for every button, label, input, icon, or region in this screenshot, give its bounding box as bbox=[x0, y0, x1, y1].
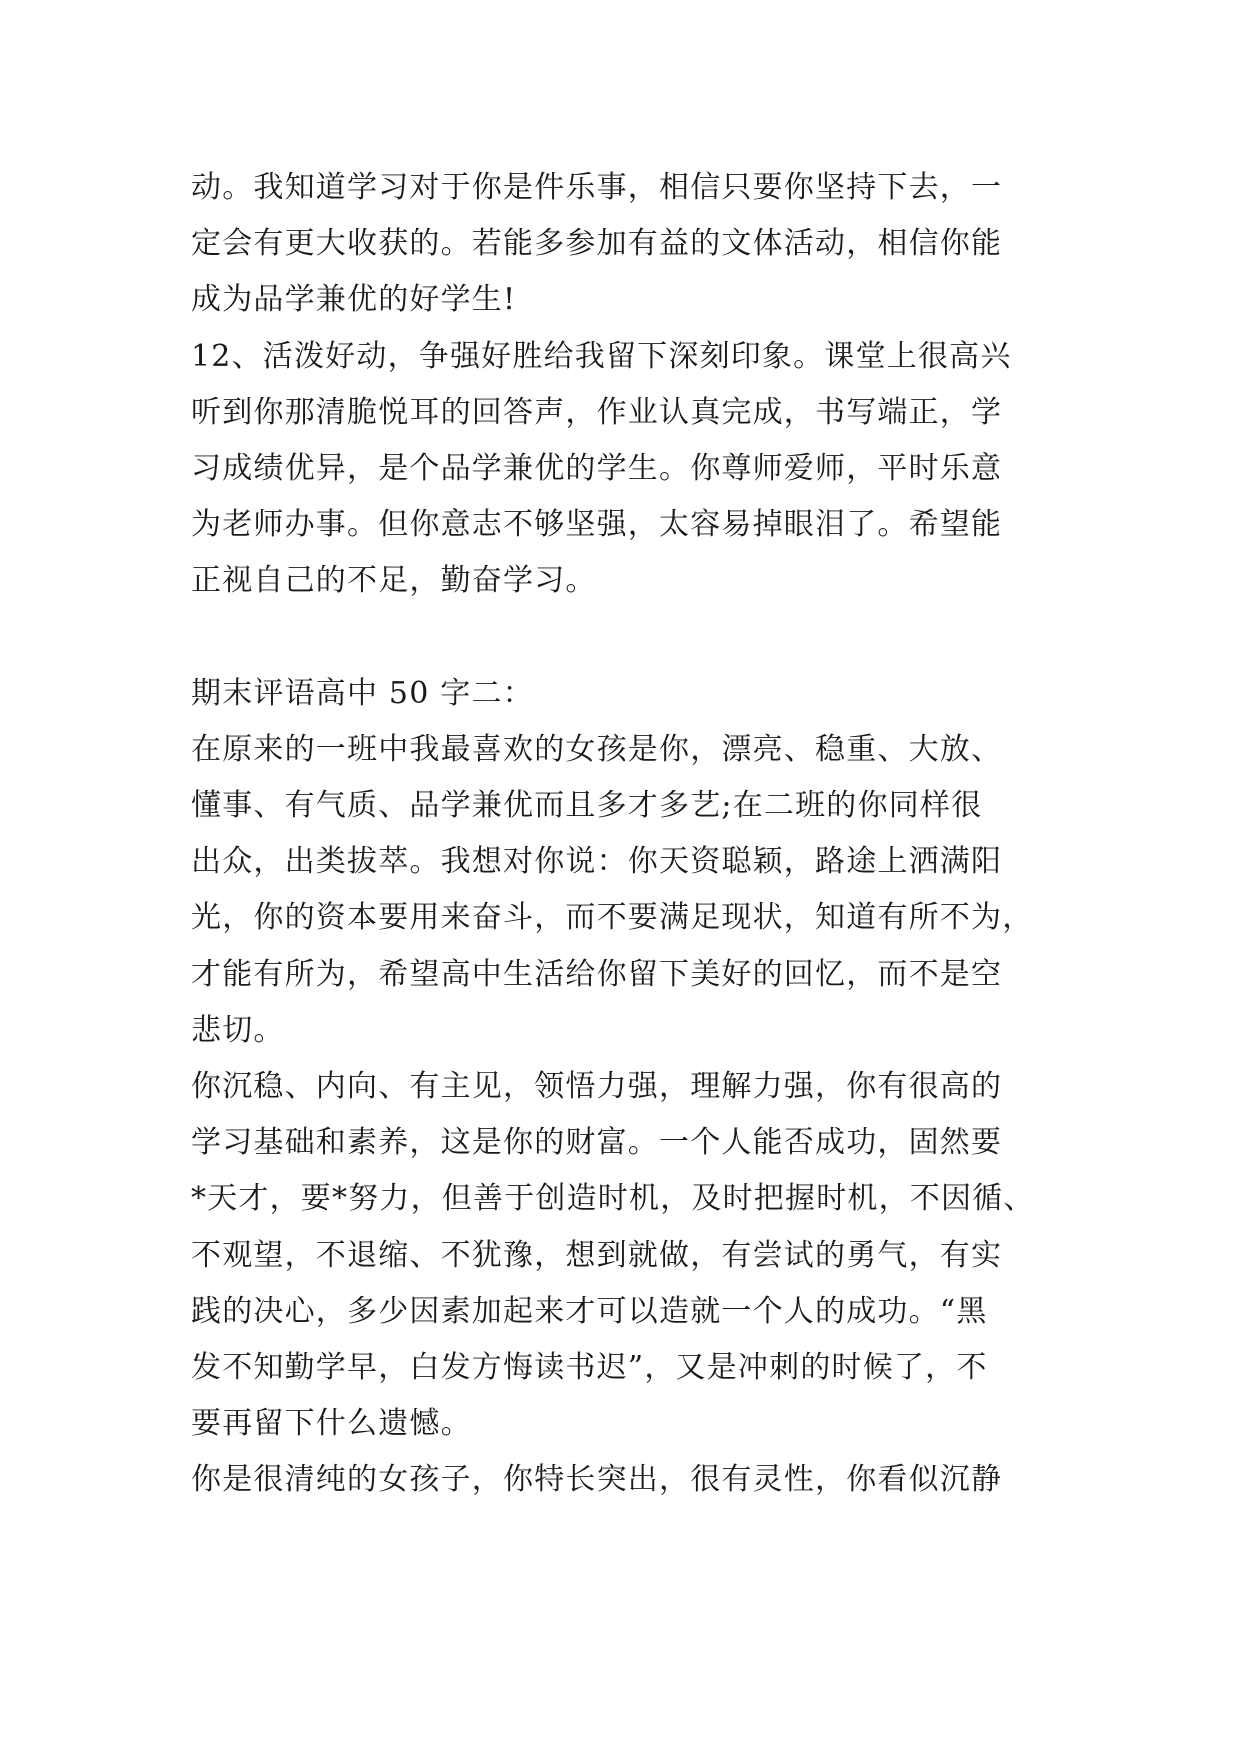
text-line: 不观望，不退缩、不犹豫，想到就做，有尝试的勇气，有实 bbox=[191, 1237, 1003, 1273]
text-line: 听到你那清脆悦耳的回答声，作业认真完成，书写端正，学 bbox=[191, 394, 1003, 430]
text-line: 才能有所为，希望高中生活给你留下美好的回忆，而不是空 bbox=[191, 956, 1003, 992]
text-line: 动。我知道学习对于你是件乐事，相信只要你坚持下去，一 bbox=[191, 170, 1003, 205]
text-line: 光，你的资本要用来奋斗，而不要满足现状，知道有所不为， bbox=[191, 900, 1034, 936]
text-line: 正视自己的不足，勤奋学习。 bbox=[191, 563, 597, 599]
document-body bbox=[191, 160, 1071, 1509]
text-line: 定会有更大收获的。若能多参加有益的文体活动，相信你能 bbox=[191, 226, 1003, 262]
text-line: 12、活泼好动，争强好胜给我留下深刻印象。课堂上很高兴 bbox=[191, 338, 1012, 374]
text-line: *天才，要*努力，但善于创造时机，及时把握时机，不因循、 bbox=[191, 1181, 1035, 1217]
text-line: 学习基础和素养，这是你的财富。一个人能否成功，固然要 bbox=[191, 1125, 1003, 1161]
text-line: 为老师办事。但你意志不够坚强，太容易掉眼泪了。希望能 bbox=[191, 507, 1003, 543]
text-line: 出众，出类拔萃。我想对你说：你天资聪颖，路途上洒满阳 bbox=[191, 844, 1003, 880]
text-line: 你沉稳、内向、有主见，领悟力强，理解力强，你有很高的 bbox=[191, 1069, 1003, 1104]
text-line: 要再留下什么遗憾。 bbox=[191, 1406, 472, 1442]
text-line: 成为品学兼优的好学生! bbox=[191, 282, 517, 318]
text-line: 你是很清纯的女孩子，你特长突出，很有灵性，你看似沉静 bbox=[191, 1462, 1003, 1498]
text-line: 发不知勤学早，白发方悔读书迟”，又是冲刺的时候了，不 bbox=[191, 1349, 988, 1385]
text-line: 习成绩优异，是个品学兼优的学生。你尊师爱师，平时乐意 bbox=[191, 450, 1003, 486]
text-line: 悲切。 bbox=[191, 1012, 285, 1048]
text-line: 在原来的一班中我最喜欢的女孩是你，漂亮、稳重、大放、 bbox=[191, 731, 1003, 767]
section-heading: 期末评语高中 50 字二： bbox=[191, 675, 534, 711]
blank-line bbox=[191, 610, 1071, 666]
text-line: 懂事、有气质、品学兼优而且多才多艺;在二班的你同样很 bbox=[191, 788, 983, 824]
text-line: 践的决心，多少因素加起来才可以造就一个人的成功。“黑 bbox=[191, 1293, 988, 1329]
